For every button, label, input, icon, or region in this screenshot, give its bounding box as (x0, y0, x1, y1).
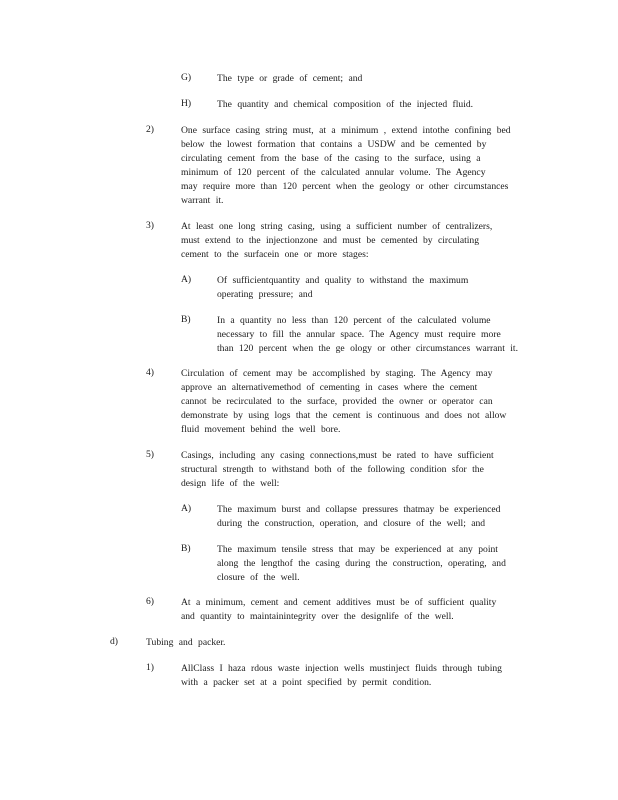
list-item-text (217, 72, 547, 86)
text-line: operating pressure; and (217, 289, 313, 300)
text-line: must extend to the injectionzone and must be cemented by circulating (181, 235, 480, 246)
text-line: with a packer set at a point specified by permit condition. (181, 677, 432, 688)
list-item-text (217, 503, 557, 531)
text-line: At a minimum, cement and cement additives must be of sufficient quality (181, 597, 497, 608)
list-item-text (181, 449, 561, 491)
text-line: demonstrate by using logs that the cement is continuous and does not allow (181, 410, 507, 421)
item-marker: B) (181, 314, 191, 325)
text-line: minimum of 120 percent of the calculated annular volume. The Agency (181, 167, 486, 178)
text-line: closure of the well. (217, 572, 300, 583)
text-line: In a quantity no less than 120 percent of the calculated volume (217, 315, 491, 326)
list-item-text (181, 662, 561, 690)
item-marker: 1) (146, 662, 154, 673)
text-line: design life of the well: (181, 478, 280, 489)
item-marker: 2) (146, 124, 154, 135)
text-line: may require more than 120 percent when the geology or other circumstances (181, 181, 509, 192)
text-line: fluid movement behind the well bore. (181, 424, 341, 435)
item-marker: 4) (146, 367, 154, 378)
section-heading (146, 636, 446, 650)
text-line: The quantity and chemical composition of the injected fluid. (217, 99, 474, 110)
list-item-text (181, 124, 561, 208)
item-marker: 3) (146, 220, 154, 231)
item-marker: B) (181, 543, 191, 554)
section-marker: d) (110, 636, 118, 647)
text-line: during the construction, operation, and closure of the well; and (217, 518, 486, 529)
text-line: cement to the surfacein one or more stages: (181, 249, 369, 260)
text-line: structural strength to withstand both of the following condition sfor the (181, 464, 484, 475)
list-item-text (181, 596, 561, 624)
text-line: necessary to fill the annular space. The Agency must require more (217, 329, 501, 340)
item-marker: H) (181, 98, 192, 109)
text-line: Circulation of cement may be accomplished by staging. The Agency may (181, 368, 493, 379)
text-line: circulating cement from the base of the casing to the surface, using a (181, 153, 481, 164)
text-line: At least one long string casing, using a sufficient number of centralizers, (181, 221, 493, 232)
list-item-text (217, 274, 557, 302)
item-marker: 6) (146, 596, 154, 607)
text-line: Of sufficientquantity and quality to withstand the maximum (217, 275, 469, 286)
text-line: Casings, including any casing connections,must be rated to have sufficient (181, 450, 494, 461)
item-marker: A) (181, 274, 192, 285)
text-line: along the lengthof the casing during the construction, operating, and (217, 558, 506, 569)
text-line: Tubing and packer. (146, 637, 226, 648)
list-item-text (217, 98, 547, 112)
text-line: The maximum tensile stress that may be experienced at any point (217, 544, 498, 555)
text-line: below the lowest formation that contains a USDW and be cemented by (181, 139, 487, 150)
text-line: AllClass I haza rdous waste injection wells mustinject fluids through tubing (181, 663, 502, 674)
text-line: The type or grade of cement; and (217, 73, 363, 84)
text-line: than 120 percent when the ge ology or other circumstances warrant it. (217, 343, 518, 354)
text-line: warrant it. (181, 195, 224, 206)
item-marker: A) (181, 503, 192, 514)
text-line: approve an alternativemethod of cementing in cases where the cement (181, 382, 478, 393)
item-marker: 5) (146, 449, 154, 460)
text-line: One surface casing string must, at a minimum , extend intothe confining bed (181, 125, 511, 136)
item-marker: G) (181, 72, 192, 83)
text-line: The maximum burst and collapse pressures thatmay be experienced (217, 504, 501, 515)
list-item-text (181, 220, 561, 262)
list-item-text (181, 367, 561, 437)
text-line: and quantity to maintainintegrity over the designlife of the well. (181, 611, 454, 622)
list-item-text (217, 314, 557, 356)
text-line: cannot be recirculated to the surface, provided the owner or operator can (181, 396, 493, 407)
list-item-text (217, 543, 557, 585)
